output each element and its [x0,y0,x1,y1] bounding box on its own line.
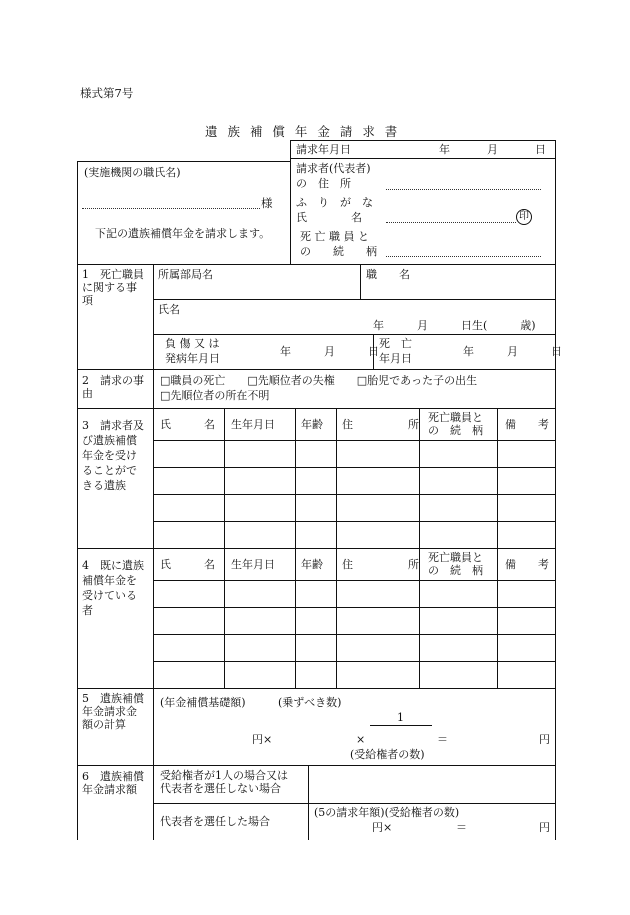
address-line [386,189,541,190]
claimant-label: 請求者(代表者) [296,162,371,175]
s3-header-address: 住 所 [342,418,419,431]
rep-equals: ＝ [456,821,467,834]
reason-options-line2: □先順位者の所在不明 [160,389,270,402]
section3-label: 3 請求者及 び遺族補償 年金を受け ることがで きる遺族 [82,419,144,492]
relation-line [386,256,541,257]
s4-header-remarks: 備 考 [505,558,549,571]
section6-label: 6 遺族補償 年金請求額 [82,770,144,796]
relation-label-2: の 続 柄 [300,245,377,258]
section5-label: 5 遺族補償 年金請求金 額の計算 [82,692,144,731]
request-day: 日 [535,143,546,156]
reason-options-line1: □職員の死亡 □先順位者の失権 □胎児であった子の出生 [160,374,478,387]
agency-name-line [82,208,260,209]
s3-header-age: 年齢 [301,418,323,431]
request-sentence: 下記の遺族補償年金を請求します。 [95,227,271,240]
s4-header-age: 年齢 [301,558,323,571]
address-label: の 住 所 [296,177,351,190]
request-date-label: 請求年月日 [296,143,351,156]
agency-label: (実施機関の職氏名) [84,166,181,179]
page-title: 遺 族 補 償 年 金 請 求 書 [205,124,401,139]
relation-label-1: 死 亡 職 員 と [300,230,369,243]
s3-header-relation: 死亡職員と の 続 柄 [428,411,483,437]
death-label-2: 年月日 [379,352,412,365]
s3-header-birthdate: 生年月日 [231,418,275,431]
rep-yen-times: 円× [372,821,393,834]
single-case-label: 受給権者が1人の場合又は 代表者を選任しない場合 [160,769,288,795]
base-amount-label: (年金補償基礎額) [160,696,246,709]
rep-formula-top: (5の請求年額)(受給権者の数) [314,806,460,819]
multiplier-label: (乗ずべき数) [278,696,342,709]
fraction-denominator: (受給権者の数) [350,748,425,761]
request-year: 年 [439,143,450,156]
s4-header-relation: 死亡職員と の 続 柄 [428,551,483,577]
s3-header-remarks: 備 考 [505,418,549,431]
s4-header-birthdate: 生年月日 [231,558,275,571]
yen-times: 円× [252,733,273,746]
yen-result: 円 [539,733,550,746]
rep-case-label: 代表者を選任した場合 [160,815,270,828]
s3-header-name: 氏 名 [160,418,215,431]
dept-label: 所属部局名 [158,268,213,281]
name-line [386,222,516,223]
rep-yen: 円 [539,821,550,834]
name-label: 氏 名 [296,211,362,224]
furigana-label: ふ り が な [296,196,373,209]
honorific: 様 [261,196,273,210]
equals-sign: ＝ [437,733,448,746]
section1-label: 1 死亡職員 に関する事 項 [82,268,144,307]
section2-label: 2 請求の事 由 [82,374,144,400]
request-month: 月 [487,143,498,156]
s4-header-name: 氏 名 [160,558,215,571]
title-label: 職 名 [366,268,410,281]
form-number: 様式第7号 [80,86,134,100]
deceased-name-label: 氏名 [158,303,180,316]
death-date-blank: 年 月 日 [463,345,562,358]
injury-label-2: 発病年月日 [165,352,220,365]
fraction-numerator: 1 [397,711,404,724]
seal-mark: 印 [516,209,532,225]
injury-date-blank: 年 月 日 [280,345,379,358]
section4-label: 4 既に遺族 補償年金を 受けている 者 [82,559,144,617]
injury-label-1: 負 傷 又 は [165,337,220,350]
birth-date-suffix: 年 月 日生( 歳) [373,319,536,332]
s4-header-address: 住 所 [342,558,419,571]
times-sign: × [356,733,366,746]
death-label-1: 死 亡 [379,337,412,350]
